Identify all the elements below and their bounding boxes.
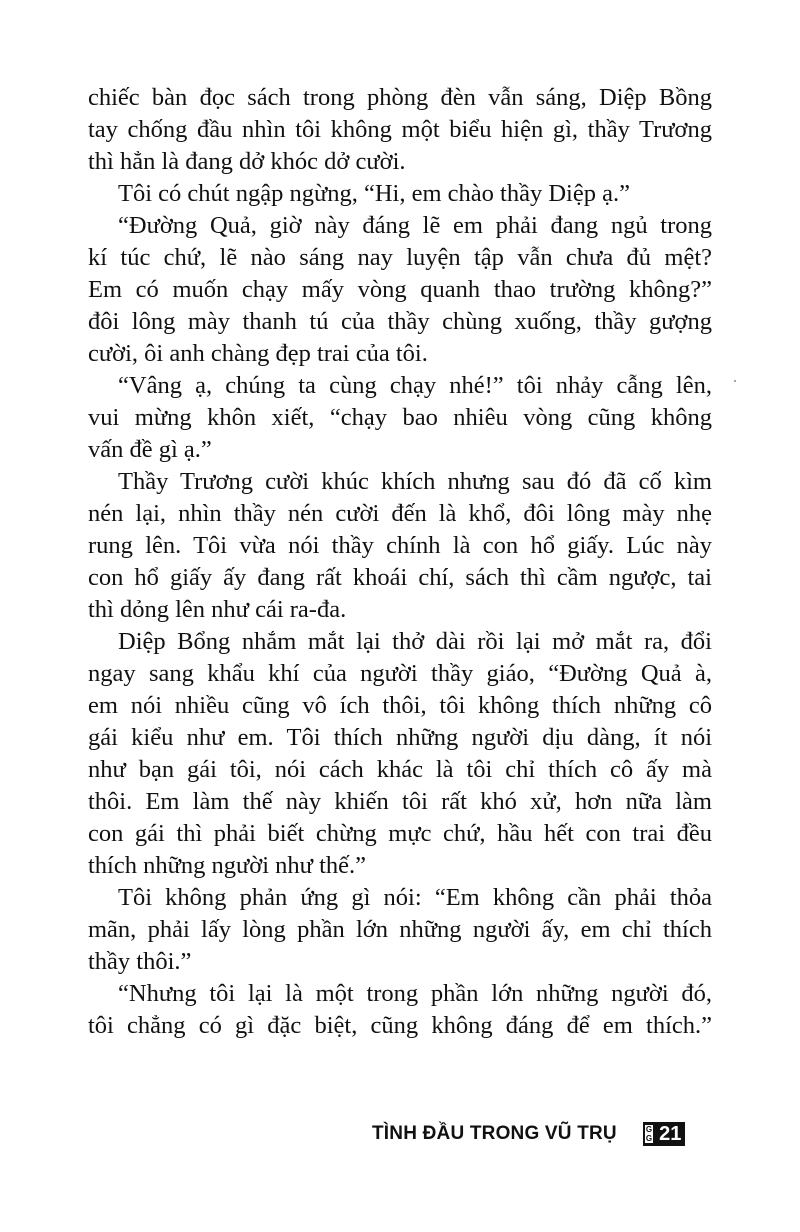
text-line: con gái thì phải biết chừng mực chứ, hầu hết con trai đều: [88, 820, 712, 847]
text-line: thì hẳn là đang dở khóc dở cười.: [88, 148, 406, 175]
page-number-box: [643, 1122, 685, 1146]
text-line: nén lại, nhìn thầy nén cười đến là khổ, đôi lông mày nhẹ: [88, 500, 712, 527]
text-line: tôi chẳng có gì đặc biệt, cũng không đáng để em thích.”: [88, 1012, 712, 1039]
text-line: “Nhưng tôi lại là một trong phần lớn những người đó,: [118, 980, 712, 1007]
text-line: thôi. Em làm thế này khiến tôi rất khó xử, hơn nữa làm: [88, 788, 712, 815]
ornament-icon: [645, 1125, 653, 1143]
text-line: như bạn gái tôi, nói cách khác là tôi chỉ thích cô ấy mà: [88, 756, 712, 783]
text-line: ngay sang khẩu khí của người thầy giáo, “Đường Quả à,: [88, 660, 712, 687]
page-footer: [372, 1122, 685, 1146]
text-line: “Đường Quả, giờ này đáng lẽ em phải đang ngủ trong: [118, 212, 712, 239]
text-line: “Vâng ạ, chúng ta cùng chạy nhé!” tôi nhảy cẫng lên,: [118, 372, 712, 399]
ornament-letter: G: [645, 1134, 653, 1143]
text-line: Thầy Trương cười khúc khích nhưng sau đó đã cố kìm: [118, 468, 712, 495]
text-line: Tôi không phản ứng gì nói: “Em không cần phải thỏa: [118, 884, 712, 911]
text-line: Diệp Bổng nhắm mắt lại thở dài rồi lại mở mắt ra, đổi: [118, 628, 712, 655]
text-line: Tôi có chút ngập ngừng, “Hi, em chào thầy Diệp ạ.”: [118, 180, 630, 207]
text-line: rung lên. Tôi vừa nói thầy chính là con hổ giấy. Lúc này: [88, 532, 712, 559]
text-line: vấn đề gì ạ.”: [88, 436, 212, 463]
text-line: thích những người như thế.”: [88, 852, 367, 879]
ornament-letter: G: [645, 1125, 653, 1134]
text-line: con hổ giấy ấy đang rất khoái chí, sách thì cầm ngược, tai: [88, 564, 712, 591]
text-line: em nói nhiều cũng vô ích thôi, tôi không thích những cô: [88, 692, 712, 719]
text-line: mãn, phải lấy lòng phần lớn những người ấy, em chỉ thích: [88, 916, 712, 943]
page-number: 21: [659, 1122, 682, 1145]
text-line: chiếc bàn đọc sách trong phòng đèn vẫn sáng, Diệp Bồng: [88, 84, 712, 111]
text-line: tay chống đầu nhìn tôi không một biểu hiện gì, thầy Trương: [88, 116, 712, 143]
text-line: vui mừng khôn xiết, “chạy bao nhiêu vòng cũng không: [88, 404, 712, 431]
text-line: cười, ôi anh chàng đẹp trai của tôi.: [88, 340, 428, 367]
text-line: thì dỏng lên như cái ra-đa.: [88, 596, 347, 623]
running-title: TÌNH ĐẦU TRONG VŨ TRỤ: [372, 1123, 617, 1144]
text-line: thầy thôi.”: [88, 948, 192, 975]
scan-speck: [734, 380, 736, 382]
text-line: đôi lông mày thanh tú của thầy chùng xuống, thầy gượng: [88, 308, 712, 335]
text-line: kí túc chứ, lẽ nào sáng nay luyện tập vẫn chưa đủ mệt?: [88, 244, 712, 271]
body-text: [88, 82, 712, 1042]
text-line: Em có muốn chạy mấy vòng quanh thao trường không?”: [88, 276, 712, 303]
text-line: gái kiểu như em. Tôi thích những người dịu dàng, ít nói: [88, 724, 712, 751]
